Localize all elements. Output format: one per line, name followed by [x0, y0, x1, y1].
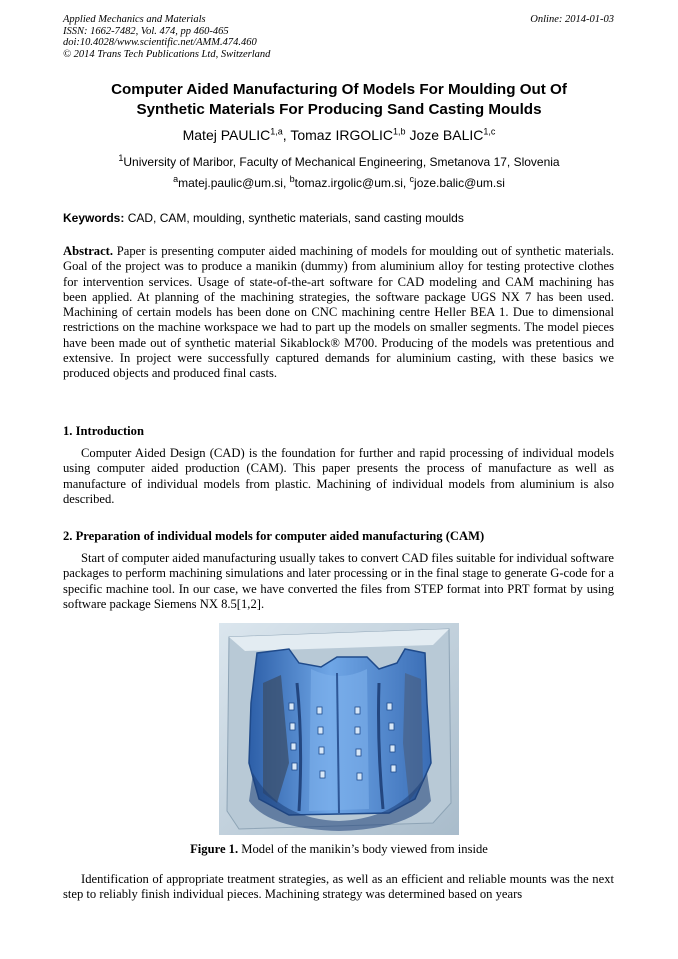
- paper-title: [40, 80, 638, 120]
- keywords: [63, 211, 618, 225]
- email[interactable]: $^b$tomaz.irgolic@um.si: [289, 174, 403, 190]
- issn: ISSN: 1662-7482, Vol. 474, pp 460-465: [63, 25, 229, 37]
- abstract-text: Paper is presenting computer aided machining of models for moulding out of synthetic materials. Goal of the project was to produce a manikin (dummy) from aluminium alloy for testing protective clothes for intervention services. Usage of state-of-the-art software for CAD modeling and CAM machining has been applied. At planning of the machining strategies, the software package UGS NX 7 has been used. Machining of certain models has been done on CNC machining centre Heller BEA 1. Due to dimensional restrictions on the machine workspace we had to part up the models on smaller segments. The model pieces have been made out of synthetic material Sikablock® M700. Producing of the models was pretentious and extensive. In project were successfully captured demands for aluminium casting, with these basics we produced objects and produced final casts.: [63, 244, 614, 381]
- figure-caption-text: Model of the manikin’s body viewed from inside: [238, 842, 488, 856]
- closing-paragraph: Identification of appropriate treatment strategies, as well as an efficient and reliable mounts was the next step to reliably finish individual pieces. Machining strategy was determined based on years: [63, 872, 614, 902]
- section-2-heading: 2. Preparation of individual models for computer aided manufacturing (CAM): [63, 529, 485, 543]
- section-1-heading: 1. Introduction: [63, 424, 144, 438]
- affiliation: $^1$University of Maribor, Faculty of Mechanical Engineering, Smetanova 17, Slovenia: [118, 153, 560, 169]
- title-line-1: Computer Aided Manufacturing Of Models For Moulding Out Of: [111, 81, 567, 98]
- section-2-text: Start of computer aided manufacturing usually takes to convert CAD files suitable for individual software packages to perform machining simulations and later processing or in the final stage to generate G-code for a specific machine tool. In our case, we have converted the files from STEP format into PRT format by using software package Siemens NX 8.5[1,2].: [63, 551, 614, 611]
- author-list: [40, 127, 638, 143]
- section-1-text: Computer Aided Design (CAD) is the foundation for further and rapid processing of individual models using computer aided production (CAM). This paper presents the process of manufacture as well as manufacture of individual models from plastic. Machining of individual models from aluminium is also described.: [63, 446, 614, 506]
- journal-name: Applied Mechanics and Materials: [63, 14, 206, 25]
- email[interactable]: $^c$joze.balic@um.si: [409, 174, 505, 190]
- author: Matej PAULIC$^{1,a}$,: [182, 126, 291, 143]
- author: Joze BALIC$^{1,c}$: [409, 126, 496, 143]
- figure-1-caption: [40, 842, 638, 857]
- abstract-label: Abstract.: [63, 244, 114, 258]
- author-emails: $^a$matej.paulic@um.si, $^b$tomaz.irgolic@um.si, $^c$joze.balic@um.si: [173, 174, 505, 190]
- journal-header: [63, 14, 270, 60]
- email[interactable]: $^a$matej.paulic@um.si: [173, 174, 283, 190]
- author: Tomaz IRGOLIC$^{1,b}$: [290, 126, 406, 143]
- figure-1-image: [219, 623, 459, 835]
- title-line-2: Synthetic Materials For Producing Sand Casting Moulds: [136, 101, 542, 118]
- doi: doi:10.4028/www.scientific.net/AMM.474.460: [63, 37, 257, 48]
- copyright: © 2014 Trans Tech Publications Ltd, Switzerland: [63, 48, 271, 60]
- keywords-label: Keywords:: [63, 211, 125, 225]
- manikin-model-render: [219, 623, 459, 835]
- figure-label: Figure 1.: [190, 842, 239, 856]
- abstract: [63, 244, 614, 382]
- online-date: Online: 2014-01-03: [530, 14, 614, 25]
- keywords-text: CAD, CAM, moulding, synthetic materials, sand casting moulds: [124, 211, 464, 225]
